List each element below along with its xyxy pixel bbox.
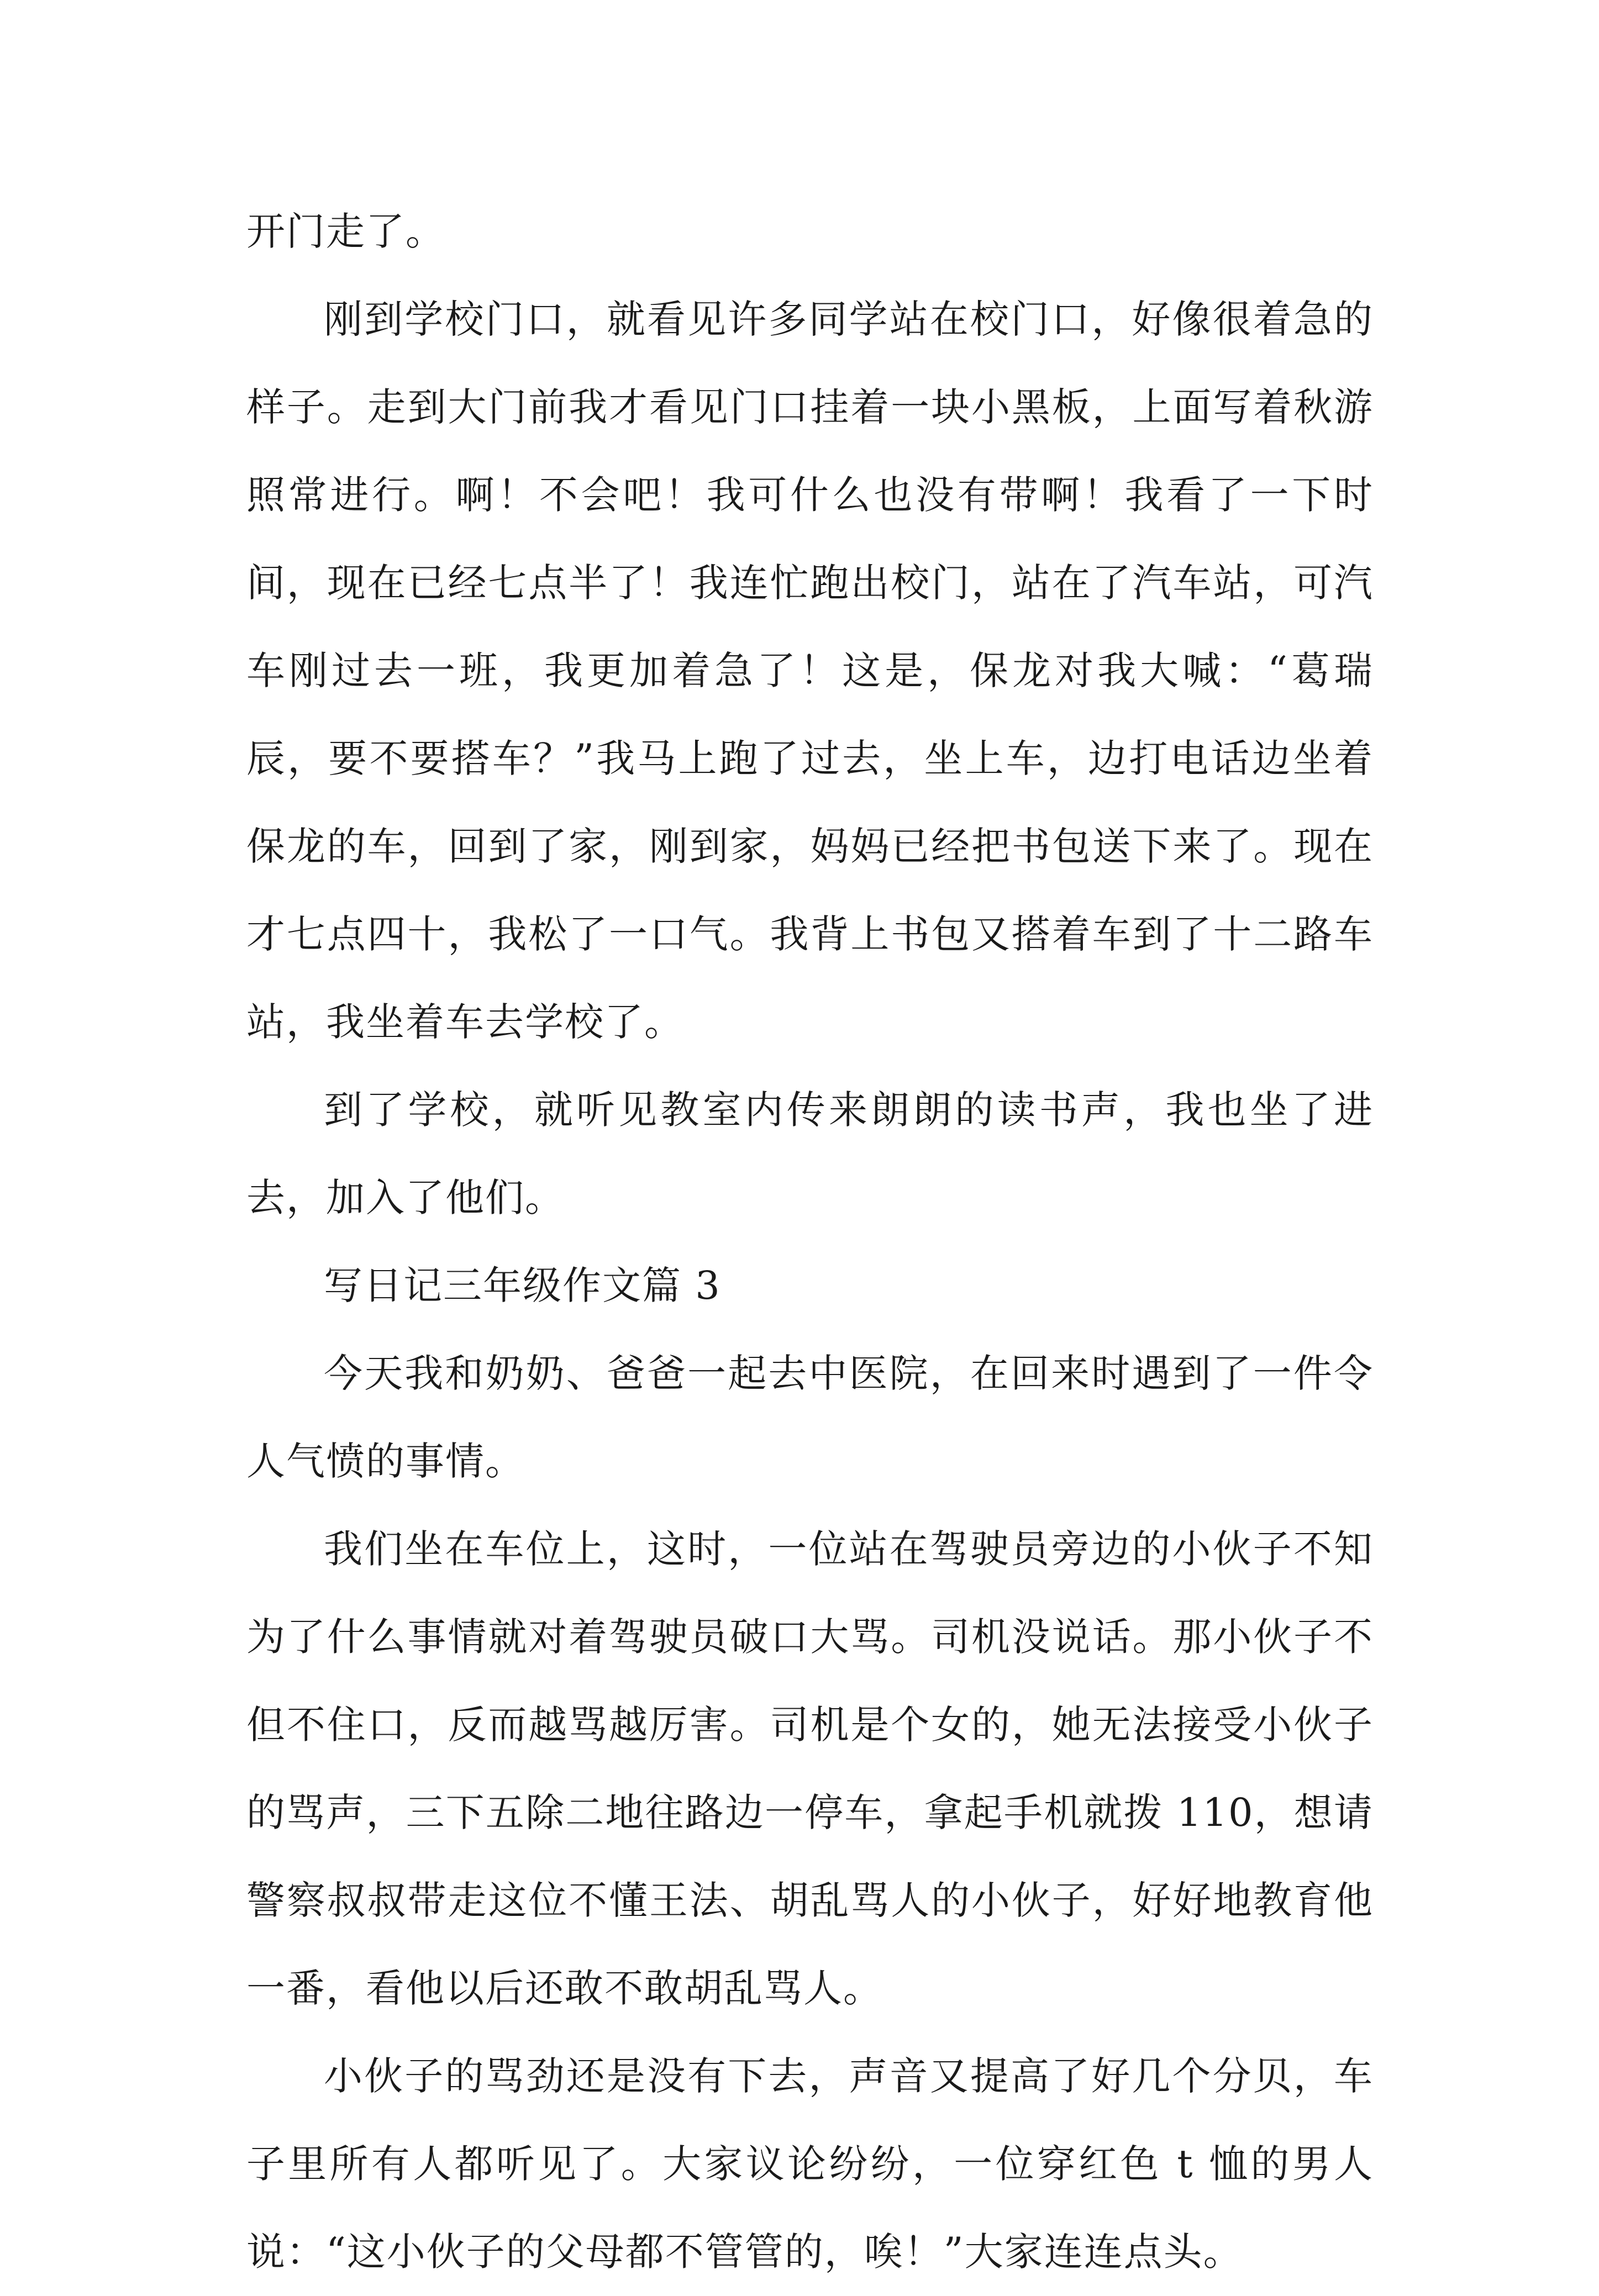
body-text — [246, 188, 1374, 2296]
paragraph: 开门走了。 — [246, 209, 445, 254]
paragraph: 我们坐在车位上，这时，一位站在驾驶员旁边的小伙子不知为了什么事情就对着驾驶员破口大骂。司机没说话。那小伙子不但不住口，反而越骂越厉害。司机是个女的，她无法接受小伙子的骂声，三下五除二地往路边一停车，拿起手机就拨 110，想请警察叔叔带走这位不懂王法、胡乱骂人的小伙子，好好地教育他一番，看他以后还敢不敢胡乱骂人。 — [246, 1526, 1374, 2011]
section-heading: 写日记三年级作文篇 3 — [324, 1263, 721, 1308]
paragraph: 今天我和奶奶、爸爸一起去中医院，在回来时遇到了一件令人气愤的事情。 — [246, 1351, 1374, 1484]
paragraph: 到了学校，就听见教室内传来朗朗的读书声，我也坐了进去，加入了他们。 — [246, 1087, 1374, 1220]
paragraph: 小伙子的骂劲还是没有下去，声音又提高了好几个分贝，车子里所有人都听见了。大家议论纷纷，一位穿红色 t 恤的男人说：“这小伙子的父母都不管管的，唉！”大家连连点头。 — [246, 2053, 1374, 2274]
paragraph: 刚到学校门口，就看见许多同学站在校门口，好像很着急的样子。走到大门前我才看见门口挂着一块小黑板，上面写着秋游照常进行。啊！不会吧！我可什么也没有带啊！我看了一下时间，现在已经七点半了！我连忙跑出校门，站在了汽车站，可汽车刚过去一班，我更加着急了！这是，保龙对我大喊：“葛瑞辰，要不要搭车？”我马上跑了过去，坐上车，边打电话边坐着保龙的车，回到了家，刚到家，妈妈已经把书包送下来了。现在才七点四十，我松了一口气。我背上书包又搭着车到了十二路车站，我坐着车去学校了。 — [246, 297, 1374, 1045]
